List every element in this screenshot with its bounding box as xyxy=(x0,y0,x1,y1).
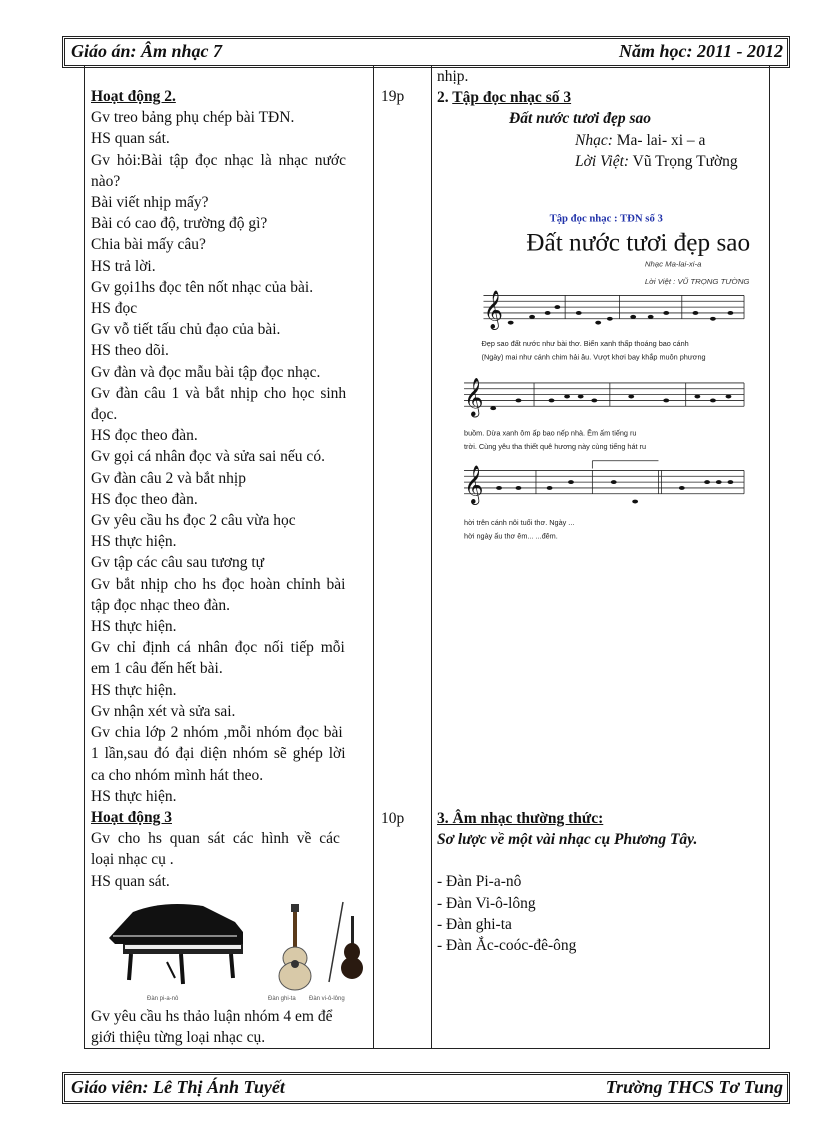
text-line: HS trả lời. xyxy=(91,257,156,275)
instrument-pictures xyxy=(103,892,365,1004)
text-line: Gv treo bảng phụ chép bài TĐN. xyxy=(91,109,295,127)
sheet-music-image xyxy=(460,206,750,556)
sheet-lyric: trời. Cùng yêu tha thiết quê hương này cùng tiếng hát ru xyxy=(464,442,647,452)
sheet-lyric: hời ngày ấu thơ êm... ...đêm. xyxy=(464,531,558,541)
text-line: nhịp. xyxy=(437,68,469,85)
time-10p: 10p xyxy=(381,810,405,827)
page-footer xyxy=(62,1072,790,1104)
sheet-credit: Lời Việt : VŨ TRỌNG TƯỜNG xyxy=(644,276,750,286)
svg-text:𝄞: 𝄞 xyxy=(483,289,504,329)
text-line: HS thực hiện. xyxy=(91,787,177,805)
header-left: Giáo án: Âm nhạc 7 xyxy=(71,41,223,61)
text-line: ca cho nhóm mình hát theo. xyxy=(91,766,264,784)
text-line: HS theo dõi. xyxy=(91,342,169,360)
instrument-item: - Đàn Ắc-coóc-đê-ông xyxy=(437,937,577,955)
page-header xyxy=(62,36,790,68)
time-19p: 19p xyxy=(381,88,405,105)
activity-column xyxy=(91,86,367,892)
footer-right: Trường THCS Tơ Tung xyxy=(605,1077,783,1097)
sheet-lyric: (Ngày) mai như cánh chim hải âu. Vượt khơi bay khắp muôn phương xyxy=(481,352,706,362)
text-line: Gv gọi1hs đọc tên nốt nhạc của bài. xyxy=(91,278,314,296)
text-line: HS quan sát. xyxy=(91,130,170,148)
text-line: HS đọc theo đàn. xyxy=(91,490,198,508)
notes-2 xyxy=(490,395,731,411)
content-column xyxy=(437,66,763,172)
text-line: Gv đàn và đọc mẫu bài tập đọc nhạc. xyxy=(91,363,321,381)
activity-2-title: Hoạt động 2. xyxy=(91,88,176,105)
text-line: Gv cho hs quan sát các hình về các xyxy=(91,830,340,848)
text-line: em 1 câu đến hết bài. xyxy=(91,660,223,678)
credit-value: Vũ Trọng Tường xyxy=(629,152,738,170)
text-line: Gv chia lớp 2 nhóm ,mỗi nhóm đọc bài xyxy=(91,724,343,742)
instrument-item: - Đàn ghi-ta xyxy=(437,915,512,933)
section-3-subtitle: Sơ lược về một vài nhạc cụ Phương Tây. xyxy=(437,831,698,849)
credit-label: Nhạc: xyxy=(575,131,613,149)
instrument-item: - Đàn Pi-a-nô xyxy=(437,873,522,891)
sheet-heading: Tập đọc nhạc : TĐN số 3 xyxy=(549,212,663,225)
text-line: Gv đàn câu 1 và bắt nhịp cho học sinh xyxy=(91,384,347,402)
credit-label: Lời Việt: xyxy=(575,152,630,170)
text-line: HS thực hiện. xyxy=(91,618,177,636)
pic-label: Đàn ghi-ta xyxy=(268,996,296,1002)
text-line: Gv bắt nhịp cho hs đọc hoàn chỉnh bài xyxy=(91,575,346,593)
text-line: Gv yêu cầu hs đọc 2 câu vừa học xyxy=(91,512,296,530)
music-credit xyxy=(437,130,763,151)
text-line: Gv yêu cầu hs thảo luận nhóm 4 em để xyxy=(91,1008,333,1025)
sheet-lyric: hời trên cánh nôi tuổi thơ. Ngày ... xyxy=(464,517,575,527)
text-line: Gv gọi cá nhân đọc và sửa sai nếu có. xyxy=(91,448,325,466)
text-line: HS đọc xyxy=(91,300,138,318)
staff-1 xyxy=(483,295,744,318)
svg-text:𝄞: 𝄞 xyxy=(464,464,484,504)
lyric-credit xyxy=(437,151,763,172)
sheet-credit: Nhạc Ma-lai-xi-a xyxy=(644,259,702,269)
activity-3-end xyxy=(91,1006,367,1048)
text-line: Chia bài mấy câu? xyxy=(91,236,206,254)
svg-text:𝄞: 𝄞 xyxy=(464,377,484,417)
song-title: Đất nước tươi đẹp sao xyxy=(509,110,651,128)
footer-left: Giáo viên: Lê Thị Ánh Tuyết xyxy=(71,1077,285,1097)
staff-3 xyxy=(464,461,744,494)
text-line: Gv nhận xét và sửa sai. xyxy=(91,702,236,720)
text-line: Bài viết nhịp mấy? xyxy=(91,194,209,212)
credit-value: Ma- lai- xi – a xyxy=(612,131,706,149)
text-line: Gv tập các câu sau tương tự xyxy=(91,554,265,572)
section-title: Tập đọc nhạc số 3 xyxy=(452,89,572,107)
activity-3-title: Hoạt động 3 xyxy=(91,808,172,826)
text-line: Gv chỉ định cá nhân đọc nối tiếp mỗi xyxy=(91,639,345,657)
text-line: tập đọc nhạc theo đàn. xyxy=(91,596,231,614)
notes-1 xyxy=(508,305,734,324)
section-2-title xyxy=(437,87,763,108)
violin-icon xyxy=(329,902,363,982)
text-line: 1 lần,sau đó đại diện nhóm sẽ ghép lời xyxy=(91,745,346,763)
text-line: Gv hỏi:Bài tập đọc nhạc là nhạc nước xyxy=(91,151,346,169)
guitar-icon xyxy=(279,904,311,990)
text-line: loại nhạc cụ . xyxy=(91,851,174,869)
section-3 xyxy=(437,808,763,956)
sheet-title: Đất nước tươi đẹp sao xyxy=(526,228,750,257)
instrument-item: - Đàn Vi-ô-lông xyxy=(437,894,536,912)
sheet-lyric: Đẹp sao đất nước như bài thơ. Biển xanh thấp thoáng bao cánh xyxy=(481,339,689,348)
text-line: đọc. xyxy=(91,406,118,424)
text-line: HS thực hiện. xyxy=(91,533,177,551)
text-line: nào? xyxy=(91,172,121,190)
pic-label: Đàn vi-ô-lông xyxy=(309,996,345,1002)
text-line: giới thiệu từng loại nhạc cụ. xyxy=(91,1029,266,1047)
header-right: Năm học: 2011 - 2012 xyxy=(619,41,783,61)
staff-2 xyxy=(464,383,744,406)
pic-label: Đàn pi-a-nô xyxy=(147,996,179,1002)
text-line: HS quan sát. xyxy=(91,872,170,890)
text-line: Gv vỗ tiết tấu chủ đạo của bài. xyxy=(91,321,281,339)
section-3-title: 3. Âm nhạc thường thức: xyxy=(437,810,604,827)
notes-3 xyxy=(496,480,733,503)
text-line: HS đọc theo đàn. xyxy=(91,427,198,445)
piano-icon xyxy=(109,904,243,984)
text-line: Bài có cao độ, trường độ gì? xyxy=(91,215,268,233)
section-number: 2. xyxy=(437,89,453,107)
text-line: Gv đàn câu 2 và bắt nhịp xyxy=(91,469,246,487)
text-line: HS thực hiện. xyxy=(91,681,177,699)
sheet-lyric: buồm. Dừa xanh ôm ấp bao nếp nhà. Êm ấm tiếng ru xyxy=(464,428,637,438)
